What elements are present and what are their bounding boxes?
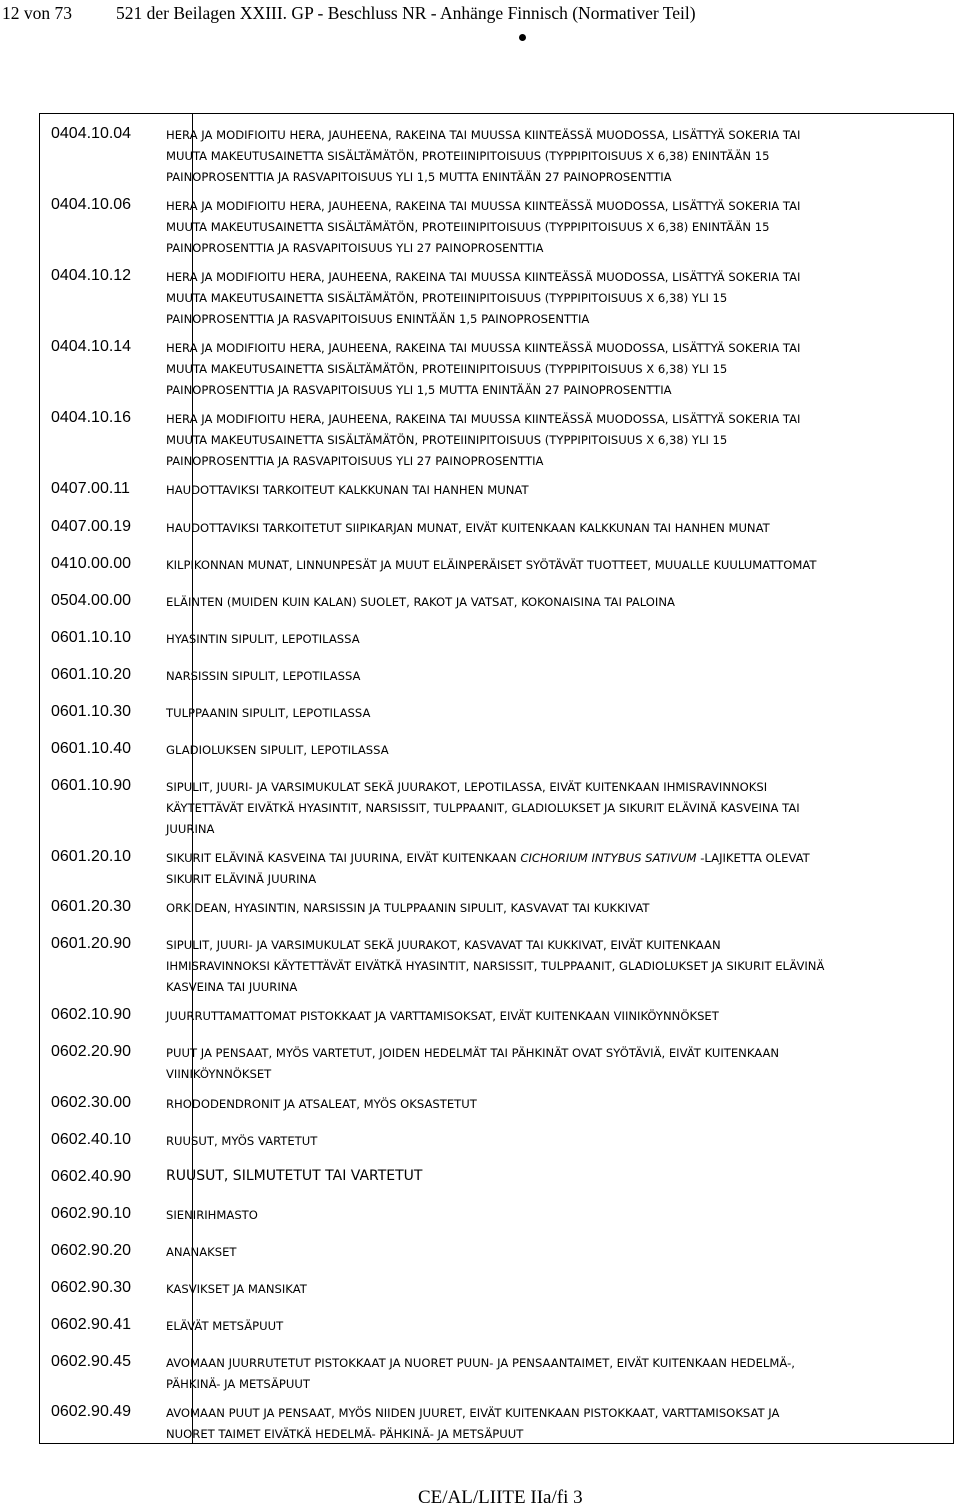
tariff-code: 0601.10.30 [51,703,132,720]
tariff-code: 0602.90.45 [51,1353,132,1370]
tariff-description: KILPIKONNAN MUNAT, LINNUNPESÄT JA MUUT ELÄINPERÄISET SYÖTÄVÄT TUOTTEET, MUUALLE KUULUMATTOMAT [166,558,817,572]
tariff-description: JUURRUTTAMATTOMAT PISTOKKAAT JA VARTTAMISOKSAT, EIVÄT KUITENKAAN VIINIKÖYNNÖKSET [166,1009,719,1023]
tariff-description: RUUSUT, SILMUTETUT TAI VARTETUT [166,1168,423,1184]
tariff-code: 0410.00.00 [51,555,132,572]
tariff-code: 0602.90.10 [51,1205,132,1222]
tariff-code: 0504.00.00 [51,592,132,609]
tariff-table [39,113,954,1444]
tariff-description: KASVIKSET JA MANSIKAT [166,1282,307,1296]
tariff-code: 0602.20.90 [51,1043,132,1060]
tariff-description: HERA JA MODIFIOITU HERA, JAUHEENA, RAKEINA TAI MUUSSA KIINTEÄSSÄ MUODOSSA, LISÄTTYÄ SOKERIA TAI MUUTA MAKEUTUSAINETTA SISÄLTÄMÄTÖN, PROTEIINIPITOISUUS (TYPPIPITOISUUS X 6,38) YLI 15 PAINOPROSENTTIA JA RASVAPITOISUUS ENINTÄÄN 1,5 PAINOPROSENTTIA [166,270,801,326]
tariff-code: 0601.10.90 [51,777,132,794]
tariff-code: 0602.90.41 [51,1316,132,1333]
document-title: 521 der Beilagen XXIII. GP - Beschluss NR - Anhänge Finnisch (Normativer Teil) [116,3,696,23]
tariff-code: 0602.40.10 [51,1131,132,1148]
tariff-code: 0404.10.06 [51,196,132,213]
tariff-description: HAUDOTTAVIKSI TARKOITETUT SIIPIKARJAN MUNAT, EIVÄT KUITENKAAN KALKKUNAN TAI HANHEN MUNAT [166,521,770,535]
tariff-description: NARSISSIN SIPULIT, LEPOTILASSA [166,669,361,683]
tariff-code: 0602.90.30 [51,1279,132,1296]
bullet-dot-icon [519,34,526,41]
tariff-description: ORKIDEAN, HYASINTIN, NARSISSIN JA TULPPAANIN SIPULIT, KASVAVAT TAI KUKKIVAT [166,901,650,915]
tariff-description: SIPULIT, JUURI- JA VARSIMUKULAT SEKÄ JUURAKOT, LEPOTILASSA, EIVÄT KUITENKAAN IHMISRAVINNOKSI KÄYTETTÄVÄT EIVÄTKÄ HYASINTIT, NARSISSIT, TULPPAANIT, GLADIOLUKSET JA SIKURIT ELÄVINÄ KASVEINA TAI JUURINA [166,780,800,836]
tariff-code: 0404.10.14 [51,338,132,355]
tariff-code: 0601.20.10 [51,848,132,865]
description-text: -LAJIKETTA OLEVAT SIKURIT ELÄVINÄ JUURINA [166,851,810,886]
tariff-description: ANANAKSET [166,1245,237,1259]
tariff-code: 0602.40.90 [51,1168,132,1185]
species-name: CICHORIUM INTYBUS SATIVUM [520,851,697,865]
tariff-description: TULPPAANIN SIPULIT, LEPOTILASSA [166,706,371,720]
tariff-description: HERA JA MODIFIOITU HERA, JAUHEENA, RAKEINA TAI MUUSSA KIINTEÄSSÄ MUODOSSA, LISÄTTYÄ SOKERIA TAI MUUTA MAKEUTUSAINETTA SISÄLTÄMÄTÖN, PROTEIINIPITOISUUS (TYPPIPITOISUUS X 6,38) ENINTÄÄN 15 PAINOPROSENTTIA JA RASVAPITOISUUS YLI 1,5 MUTTA ENINTÄÄN 27 PAINOPROSENTTIA [166,128,801,184]
tariff-description: AVOMAAN JUURRUTETUT PISTOKKAAT JA NUORET PUUN- JA PENSAANTAIMET, EIVÄT KUITENKAAN HEDELMÄ-, PÄHKINÄ- JA METSÄPUUT [166,1356,795,1391]
tariff-code: 0404.10.04 [51,125,132,142]
tariff-description: HERA JA MODIFIOITU HERA, JAUHEENA, RAKEINA TAI MUUSSA KIINTEÄSSÄ MUODOSSA, LISÄTTYÄ SOKERIA TAI MUUTA MAKEUTUSAINETTA SISÄLTÄMÄTÖN, PROTEIINIPITOISUUS (TYPPIPITOISUUS X 6,38) YLI 15 PAINOPROSENTTIA JA RASVAPITOISUUS YLI 1,5 MUTTA ENINTÄÄN 27 PAINOPROSENTTIA [166,341,801,397]
tariff-description: GLADIOLUKSEN SIPULIT, LEPOTILASSA [166,743,389,757]
tariff-code: 0601.20.90 [51,935,132,952]
tariff-description: RUUSUT, MYÖS VARTETUT [166,1134,318,1148]
tariff-code: 0407.00.11 [51,480,130,497]
tariff-description: ELÄVÄT METSÄPUUT [166,1319,284,1333]
page-number: 12 von 73 [2,3,72,23]
tariff-code: 0601.10.10 [51,629,132,646]
tariff-description: ELÄINTEN (MUIDEN KUIN KALAN) SUOLET, RAKOT JA VATSAT, KOKONAISINA TAI PALOINA [166,595,675,609]
tariff-description: AVOMAAN PUUT JA PENSAAT, MYÖS NIIDEN JUURET, EIVÄT KUITENKAAN PISTOKKAAT, VARTTAMISOKSAT JA NUORET TAIMET EIVÄTKÄ HEDELMÄ- PÄHKINÄ- JA METSÄPUUT [166,1406,780,1441]
tariff-description: PUUT JA PENSAAT, MYÖS VARTETUT, JOIDEN HEDELMÄT TAI PÄHKINÄT OVAT SYÖTÄVIÄ, EIVÄT KUITENKAAN VIINIKÖYNNÖKSET [166,1046,780,1081]
tariff-description: HERA JA MODIFIOITU HERA, JAUHEENA, RAKEINA TAI MUUSSA KIINTEÄSSÄ MUODOSSA, LISÄTTYÄ SOKERIA TAI MUUTA MAKEUTUSAINETTA SISÄLTÄMÄTÖN, PROTEIINIPITOISUUS (TYPPIPITOISUUS X 6,38) ENINTÄÄN 15 PAINOPROSENTTIA JA RASVAPITOISUUS YLI 27 PAINOPROSENTTIA [166,199,801,255]
tariff-code: 0602.10.90 [51,1006,132,1023]
tariff-code: 0601.10.40 [51,740,132,757]
tariff-description: HAUDOTTAVIKSI TARKOITEUT KALKKUNAN TAI HANHEN MUNAT [166,483,529,497]
tariff-description: SIPULIT, JUURI- JA VARSIMUKULAT SEKÄ JUURAKOT, KASVAVAT TAI KUKKIVAT, EIVÄT KUITENKAAN IHMISRAVINNOKSI KÄYTETTÄVÄT EIVÄTKÄ HYASINTIT, NARSISSIT, TULPPAANIT, GLADIOLUKSET JA SIKURIT ELÄVINÄ KASVEINA TAI JUURINA [166,938,825,994]
tariff-description: HYASINTIN SIPULIT, LEPOTILASSA [166,632,360,646]
description-text: SIKURIT ELÄVINÄ KASVEINA TAI JUURINA, EIVÄT KUITENKAAN [166,851,521,865]
tariff-description: RHODODENDRONIT JA ATSALEAT, MYÖS OKSASTETUT [166,1097,477,1111]
tariff-code: 0601.20.30 [51,898,132,915]
tariff-code: 0601.10.20 [51,666,132,683]
tariff-code: 0602.90.20 [51,1242,132,1259]
tariff-code: 0407.00.19 [51,518,132,535]
tariff-description: SIENIRIHMASTO [166,1208,258,1222]
tariff-code: 0602.30.00 [51,1094,132,1111]
tariff-code: 0404.10.16 [51,409,132,426]
document-reference: CE/AL/LIITE IIa/fi 3 [418,1487,583,1508]
tariff-description [166,848,951,890]
tariff-code: 0602.90.49 [51,1403,132,1420]
tariff-code: 0404.10.12 [51,267,132,284]
tariff-description: HERA JA MODIFIOITU HERA, JAUHEENA, RAKEINA TAI MUUSSA KIINTEÄSSÄ MUODOSSA, LISÄTTYÄ SOKERIA TAI MUUTA MAKEUTUSAINETTA SISÄLTÄMÄTÖN, PROTEIINIPITOISUUS (TYPPIPITOISUUS X 6,38) YLI 15 PAINOPROSENTTIA JA RASVAPITOISUUS YLI 27 PAINOPROSENTTIA [166,412,801,468]
